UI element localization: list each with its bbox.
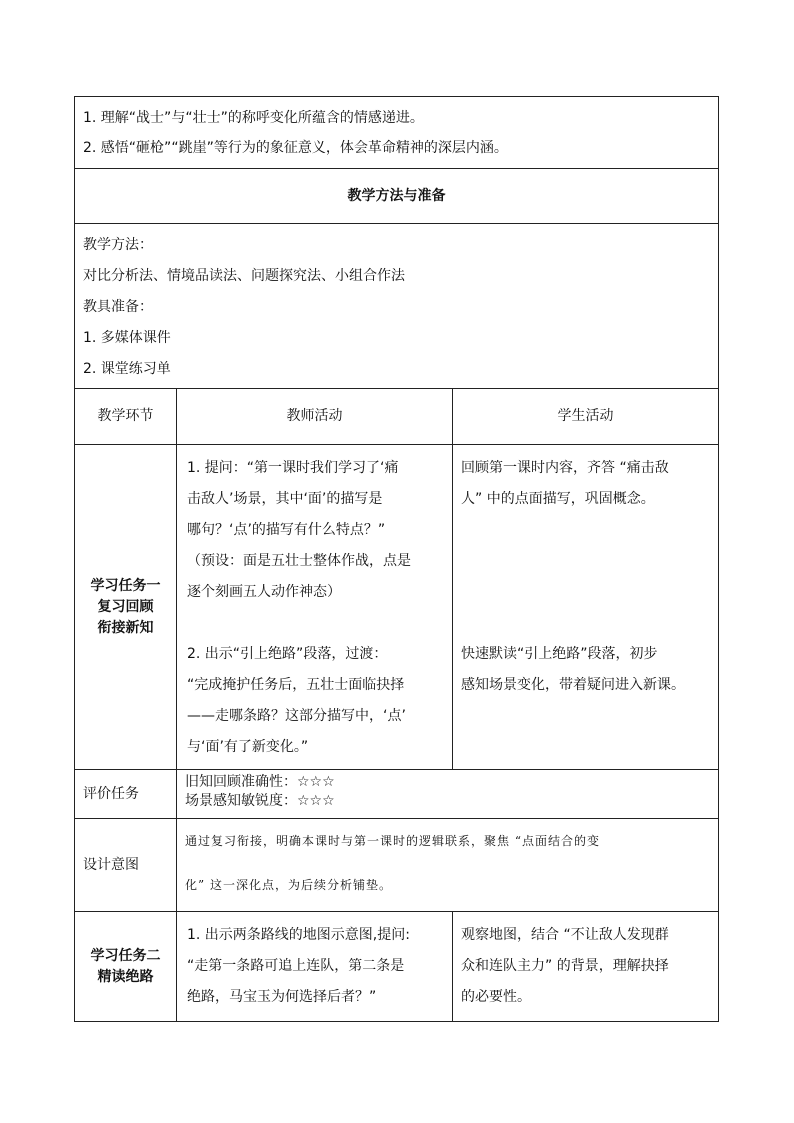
task1-teacher-line: 逐个刻画五人动作神态） — [187, 584, 341, 600]
design-line-1: 通过复习衔接，明确本课时与第一课时的逻辑联系，聚焦 “点面结合的变 — [185, 834, 600, 848]
design-line-2: 化” 这一深化点，为后续分析铺垫。 — [185, 878, 392, 892]
task2-teacher-line: 绝路，马宝玉为何选择后者？” — [187, 989, 377, 1005]
methods-cell — [75, 224, 719, 389]
paragraph-gap — [461, 546, 710, 577]
objectives-cell — [75, 97, 719, 169]
task1-teacher-line: 2. 出示“引上绝路”段落，过渡： — [187, 646, 388, 662]
task2-teacher-cell — [177, 912, 453, 1022]
task2-student-line: 的必要性。 — [461, 989, 531, 1005]
tool-item-1: 1. 多媒体课件 — [83, 330, 171, 346]
task1-stage-cell — [75, 445, 177, 770]
task2-stage-line-2: 精读绝路 — [97, 968, 154, 985]
task1-teacher-line: 1. 提问：“第一课时我们学习了‘痛 — [187, 460, 399, 476]
tools-label: 教具准备： — [83, 299, 153, 315]
design-label: 设计意图 — [75, 819, 177, 912]
column-header-row — [75, 389, 719, 445]
evaluation-label: 评价任务 — [75, 770, 177, 819]
column-header-teacher: 教师活动 — [177, 389, 453, 445]
design-row — [75, 819, 719, 912]
task1-student-cell — [453, 445, 719, 770]
task1-teacher-line: “完成掩护任务后，五壮士面临抉择 — [187, 677, 405, 693]
methods-row — [75, 224, 719, 389]
task2-student-line: 众和连队主力” 的背景，理解抉择 — [461, 958, 669, 974]
methods-list: 对比分析法、情境品读法、问题探究法、小组合作法 — [83, 268, 405, 284]
objectives-row — [75, 97, 719, 169]
task2-teacher-line: “走第一条路可追上连队，第二条是 — [187, 958, 405, 974]
paragraph-gap — [461, 577, 710, 608]
task1-teacher-cell — [177, 445, 453, 770]
lesson-plan-table — [74, 96, 719, 1022]
task1-stage-line-1: 学习任务一 — [90, 577, 161, 594]
design-cell — [177, 819, 719, 912]
task1-stage-line-2: 复习回顾 — [97, 598, 154, 615]
paragraph-gap — [187, 608, 444, 639]
methods-label: 教学方法： — [83, 237, 153, 253]
evaluation-cell — [177, 770, 719, 819]
evaluation-item-1: 旧知回顾准确性：☆☆☆ — [185, 774, 335, 790]
task2-stage-cell — [75, 912, 177, 1022]
task1-teacher-line: ——走哪条路？这部分描写中，‘点’ — [187, 708, 406, 724]
task1-teacher-line: 击敌人’场景，其中‘面’的描写是 — [187, 491, 383, 507]
task2-student-line: 观察地图，结合 “不让敌人发现群 — [461, 927, 669, 943]
evaluation-row — [75, 770, 719, 819]
methods-heading-row — [75, 169, 719, 224]
task2-teacher-line: 1. 出示两条路线的地图示意图,提问: — [187, 927, 410, 943]
column-header-student: 学生活动 — [453, 389, 719, 445]
evaluation-item-2: 场景感知敏锐度：☆☆☆ — [185, 793, 335, 809]
task1-teacher-line: 与‘面’有了新变化。” — [187, 739, 309, 755]
task1-teacher-line: 哪句？‘点’的描写有什么特点？” — [187, 522, 386, 538]
objective-item-2: 2. 感悟“砸枪”“跳崖”等行为的象征意义，体会革命精神的深层内涵。 — [83, 140, 508, 156]
tool-item-2: 2. 课堂练习单 — [83, 361, 171, 377]
task2-stage-line-1: 学习任务二 — [90, 947, 161, 964]
column-header-stage: 教学环节 — [75, 389, 177, 445]
task1-row — [75, 445, 719, 770]
task2-row — [75, 912, 719, 1022]
paragraph-gap — [461, 515, 710, 546]
task1-student-line: 感知场景变化，带着疑问进入新课。 — [461, 677, 685, 693]
task1-stage-line-3: 衔接新知 — [97, 619, 154, 636]
paragraph-gap — [461, 608, 710, 639]
task1-student-line: 人” 中的点面描写，巩固概念。 — [461, 491, 655, 507]
task1-student-line: 快速默读“引上绝路”段落，初步 — [461, 646, 658, 662]
task1-student-line: 回顾第一课时内容，齐答 “痛击敌 — [461, 460, 669, 476]
task2-student-cell — [453, 912, 719, 1022]
objective-item-1: 1. 理解“战士”与“壮士”的称呼变化所蕴含的情感递进。 — [83, 110, 424, 126]
task1-teacher-line: （预设：面是五壮士整体作战，点是 — [187, 553, 411, 569]
methods-heading: 教学方法与准备 — [75, 169, 719, 224]
